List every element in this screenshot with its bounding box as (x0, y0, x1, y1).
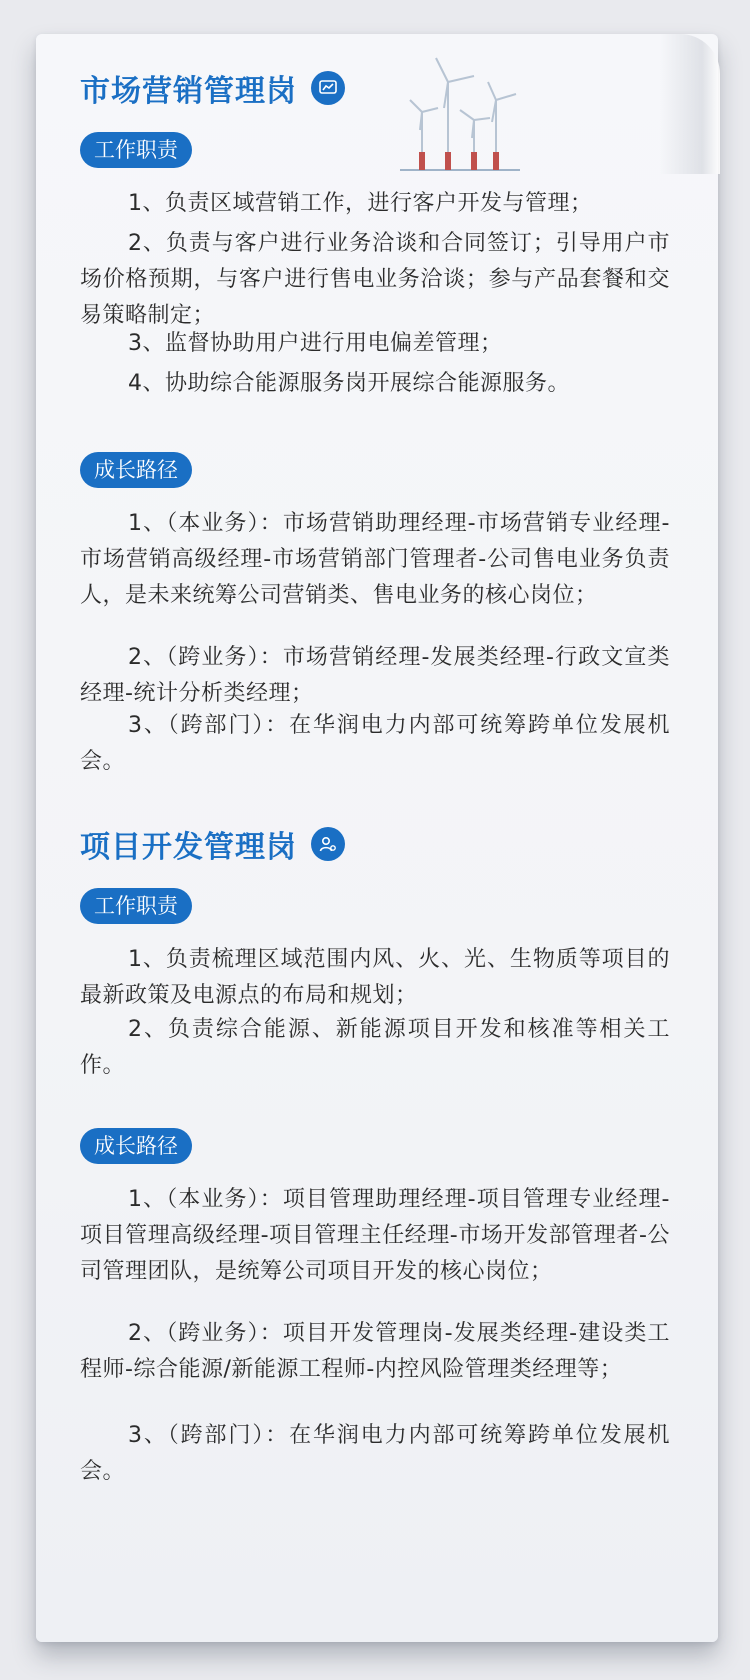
growth-item: 3、（跨部门）：在华润电力内部可统筹跨单位发展机会。 (80, 713, 670, 774)
duties-badge: 工作职责 (80, 888, 192, 924)
section-title-project (80, 822, 345, 866)
duty-item: 4、协助综合能源服务岗开展综合能源服务。 (128, 371, 570, 396)
duty-item: 1、负责区域营销工作，进行客户开发与管理； (128, 191, 593, 216)
growth-item: 2、（跨业务）：项目开发管理岗-发展类经理-建设类工程师-综合能源/新能源工程师-内控风险管理类经理等； (80, 1321, 670, 1382)
duty-item: 1、负责梳理区域范围内风、火、光、生物质等项目的最新政策及电源点的布局和规划； (80, 947, 670, 1008)
duty-item: 3、监督协助用户进行用电偏差管理； (128, 331, 503, 356)
growth-item: 3、（跨部门）：在华润电力内部可统筹跨单位发展机会。 (80, 1423, 670, 1484)
duties-badge: 工作职责 (80, 132, 192, 168)
duty-item: 2、负责与客户进行业务洽谈和合同签订；引导用户市场价格预期，与客户进行售电业务洽谈；参与产品套餐和交易策略制定； (80, 231, 670, 328)
page-curl (660, 34, 720, 174)
growth-badge: 成长路径 (80, 452, 192, 488)
growth-item: 2、（跨业务）：市场营销经理-发展类经理-行政文宣类经理-统计分析类经理； (80, 645, 670, 706)
user-gear-icon (311, 827, 345, 861)
growth-badge: 成长路径 (80, 1128, 192, 1164)
chart-line-icon (311, 71, 345, 105)
wind-turbines-illustration (400, 52, 520, 182)
growth-item: 1、（本业务）：项目管理助理经理-项目管理专业经理-项目管理高级经理-项目管理主任经理-市场开发部管理者-公司管理团队，是统筹公司项目开发的核心岗位； (80, 1187, 670, 1284)
section-title-text: 项目开发管理岗 (80, 830, 297, 865)
duty-item: 2、负责综合能源、新能源项目开发和核准等相关工作。 (80, 1017, 670, 1078)
growth-item: 1、（本业务）：市场营销助理经理-市场营销专业经理-市场营销高级经理-市场营销部门管理者-公司售电业务负责人，是未来统筹公司营销类、售电业务的核心岗位； (80, 511, 670, 608)
section-title-text: 市场营销管理岗 (80, 74, 297, 109)
section-title-marketing (80, 66, 345, 110)
